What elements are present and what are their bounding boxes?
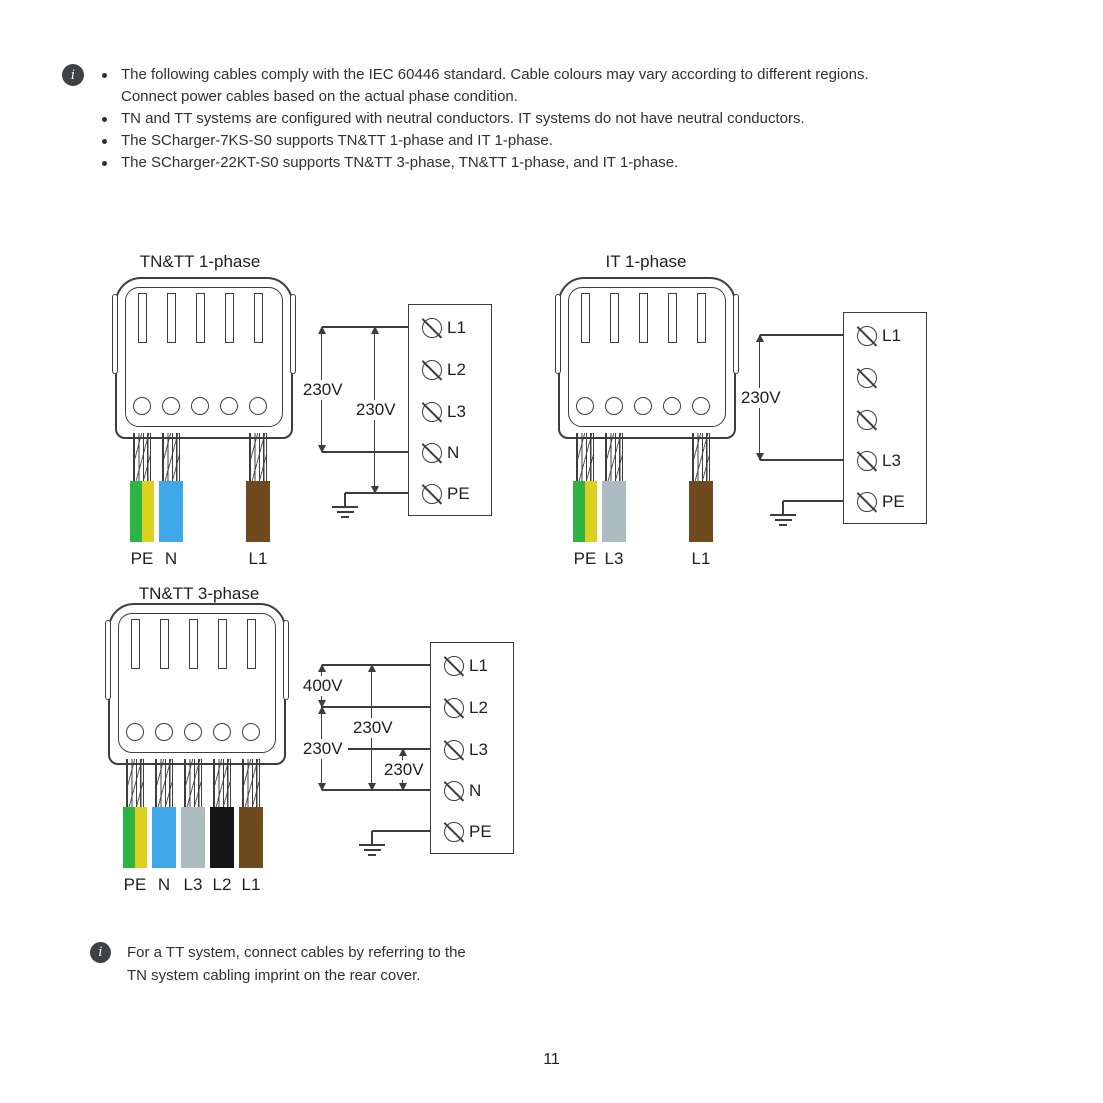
bullet-dot-icon [98,64,121,108]
pe-green-stripe [123,807,135,868]
terminal-block-tn-tt-1phase [408,304,492,516]
connector-slot [138,293,147,343]
info-icon [62,64,84,86]
cable-label: N [157,875,171,894]
wire-strands [213,759,231,807]
connector-slot [581,293,590,343]
voltage-arrow-l3-n [383,749,424,790]
connector-pin-hole [605,397,623,415]
terminal-block-it-1phase [843,312,927,524]
terminal-block-tn-tt-3phase [430,642,514,854]
cable-l3 [181,759,205,895]
connector-latch-left [105,620,111,700]
note-bullet [98,64,998,108]
pe-green-stripe [573,481,585,542]
terminal-label: L2 [447,360,466,379]
bullet-dot-icon [98,108,121,130]
note-text: The SCharger-7KS-S0 supports TN&TT 1-phase and IT 1-phase. [121,132,553,149]
connector-slot [167,293,176,343]
arrowhead-up-icon [318,664,326,672]
screw-terminal-icon [857,326,877,346]
diagram-title-tn-tt-1phase: TN&TT 1-phase [139,252,261,271]
screw-terminal-icon [444,656,464,676]
arrowhead-up-icon [318,326,326,334]
l2-black-sheath [210,807,234,868]
connector-pin-hole [126,723,144,741]
l3-gray-sheath [602,481,626,542]
bullet-dot-icon [98,130,121,152]
cable-pe [573,433,597,569]
cable-l1 [239,759,263,895]
screw-terminal-icon [422,443,442,463]
arrowhead-up-icon [371,326,379,334]
pe-green-stripe [130,481,142,542]
voltage-arrow-l1-n [302,327,343,452]
connector-pin-hole [133,397,151,415]
wire-strands [184,759,202,807]
cable-label: L1 [241,875,261,894]
cable-n [159,433,183,569]
terminal-label: PE [882,492,905,511]
connector-pin-hole [191,397,209,415]
note-bullet [98,130,998,152]
connector-pin-hole [184,723,202,741]
cable-pe [130,433,154,569]
voltage-arrow-l1-l2 [302,665,343,707]
connector-latch-left [555,294,561,374]
voltage-arrow-l1-n [352,665,393,790]
connector-latch-right [283,620,289,700]
wire-strands [126,759,144,807]
cable-l1 [689,433,713,569]
connector-slot [610,293,619,343]
cable-label: L2 [212,875,232,894]
connector-slot [196,293,205,343]
note-bullet [98,152,998,174]
cable-label: N [164,549,178,568]
screw-terminal-icon [444,822,464,842]
plug-connector-tn-tt-1phase [115,277,293,439]
terminal-label: L1 [447,318,466,337]
cable-n [152,759,176,895]
cable-l2 [210,759,234,895]
connector-latch-left [112,294,118,374]
wire-strands [155,759,173,807]
terminal-label: L3 [469,740,488,759]
screw-terminal-icon [422,360,442,380]
voltage-arrow-l1-pe [355,327,396,493]
connector-slot [668,293,677,343]
connector-slot [189,619,198,669]
screw-terminal-icon [857,410,877,430]
cable-label: PE [573,549,597,568]
arrowhead-up-icon [368,664,376,672]
terminal-label: L1 [469,656,488,675]
connector-slot [247,619,256,669]
connector-slot [218,619,227,669]
l1-brown-sheath [689,481,713,542]
screw-terminal-icon [422,484,442,504]
voltage-arrow-l1-l3 [740,335,781,460]
note-bullet [98,108,998,130]
connector-pin-hole [242,723,260,741]
top-note [98,64,998,174]
connector-pin-hole [162,397,180,415]
n-blue-sheath [159,481,183,542]
screw-terminal-icon [422,402,442,422]
connector-slot [160,619,169,669]
connector-pin-hole [576,397,594,415]
connector-pin-hole [220,397,238,415]
screw-terminal-icon [444,781,464,801]
connector-pin-hole [155,723,173,741]
screw-terminal-icon [857,492,877,512]
terminal-label: L3 [882,451,901,470]
connector-slot [225,293,234,343]
wire-strands [162,433,180,481]
pe-yellow-stripe [135,807,147,868]
voltage-label: 230V [300,739,346,759]
bottom-note [127,941,466,987]
terminal-label: L2 [469,698,488,717]
note-text: The following cables comply with the IEC 60446 standard. Cable colours may vary according to different regions. [121,66,869,83]
note-text: Connect power cables based on the actual phase condition. [121,88,518,105]
diagram-title-tn-tt-3phase: TN&TT 3-phase [138,584,260,603]
cable-pe [123,759,147,895]
screw-terminal-icon [857,451,877,471]
screw-terminal-icon [444,740,464,760]
plug-connector-tn-tt-3phase [108,603,286,765]
arrowhead-down-icon [368,783,376,791]
connector-pin-hole [213,723,231,741]
l1-brown-sheath [239,807,263,868]
voltage-label: 400V [300,676,346,696]
cable-label: L3 [183,875,203,894]
info-icon-glyph: i [70,67,76,83]
plug-connector-it-1phase [558,277,736,439]
wire-line-l1 [322,664,446,666]
page-number: 11 [543,1051,560,1068]
voltage-label: 230V [350,718,396,738]
note-text: TN system cabling imprint on the rear cover. [127,967,421,984]
arrowhead-down-icon [756,453,764,461]
cable-label: L3 [604,549,624,568]
screw-terminal-icon [444,698,464,718]
terminal-label: PE [469,822,492,841]
voltage-label: 230V [353,400,399,420]
terminal-label: N [469,781,482,800]
cable-label: PE [123,875,147,894]
connector-latch-right [290,294,296,374]
terminal-label: L1 [882,326,901,345]
terminal-label: PE [447,484,470,503]
arrowhead-up-icon [399,748,407,756]
cable-label: L1 [691,549,711,568]
cable-l3 [602,433,626,569]
info-icon [90,942,111,963]
connector-slot [639,293,648,343]
wire-strands [249,433,267,481]
n-blue-sheath [152,807,176,868]
screw-terminal-icon [422,318,442,338]
connector-slot [697,293,706,343]
wire-line-n [322,789,446,791]
voltage-label: 230V [300,380,346,400]
arrowhead-up-icon [318,706,326,714]
info-icon-glyph: i [98,945,103,960]
diagram-title-it-1phase: IT 1-phase [605,252,687,271]
terminal-label: N [447,443,460,462]
connector-pin-hole [663,397,681,415]
cable-label: PE [130,549,154,568]
wire-strands [576,433,594,481]
connector-slot [254,293,263,343]
wire-strands [133,433,151,481]
pe-yellow-stripe [585,481,597,542]
wire-strands [242,759,260,807]
voltage-label: 230V [381,760,427,780]
l1-brown-sheath [246,481,270,542]
connector-pin-hole [634,397,652,415]
note-text: For a TT system, connect cables by referring to the [127,944,466,961]
cable-l1 [246,433,270,569]
arrowhead-up-icon [756,334,764,342]
connector-slot [131,619,140,669]
l3-gray-sheath [181,807,205,868]
note-text: TN and TT systems are configured with neutral conductors. IT systems do not have neutral conductors. [121,110,805,127]
terminal-label: L3 [447,402,466,421]
arrowhead-down-icon [371,486,379,494]
cable-label: L1 [248,549,268,568]
connector-pin-hole [692,397,710,415]
screw-terminal-icon [857,368,877,388]
arrowhead-down-icon [399,783,407,791]
wire-strands [605,433,623,481]
arrowhead-down-icon [318,445,326,453]
bullet-dot-icon [98,152,121,174]
voltage-label: 230V [738,388,784,408]
connector-latch-right [733,294,739,374]
connector-pin-hole [249,397,267,415]
arrowhead-down-icon [318,783,326,791]
note-text: The SCharger-22KT-S0 supports TN&TT 3-phase, TN&TT 1-phase, and IT 1-phase. [121,154,679,171]
wire-line-l2 [322,706,446,708]
voltage-arrow-l2-n [302,707,343,790]
wire-strands [692,433,710,481]
pe-yellow-stripe [142,481,154,542]
